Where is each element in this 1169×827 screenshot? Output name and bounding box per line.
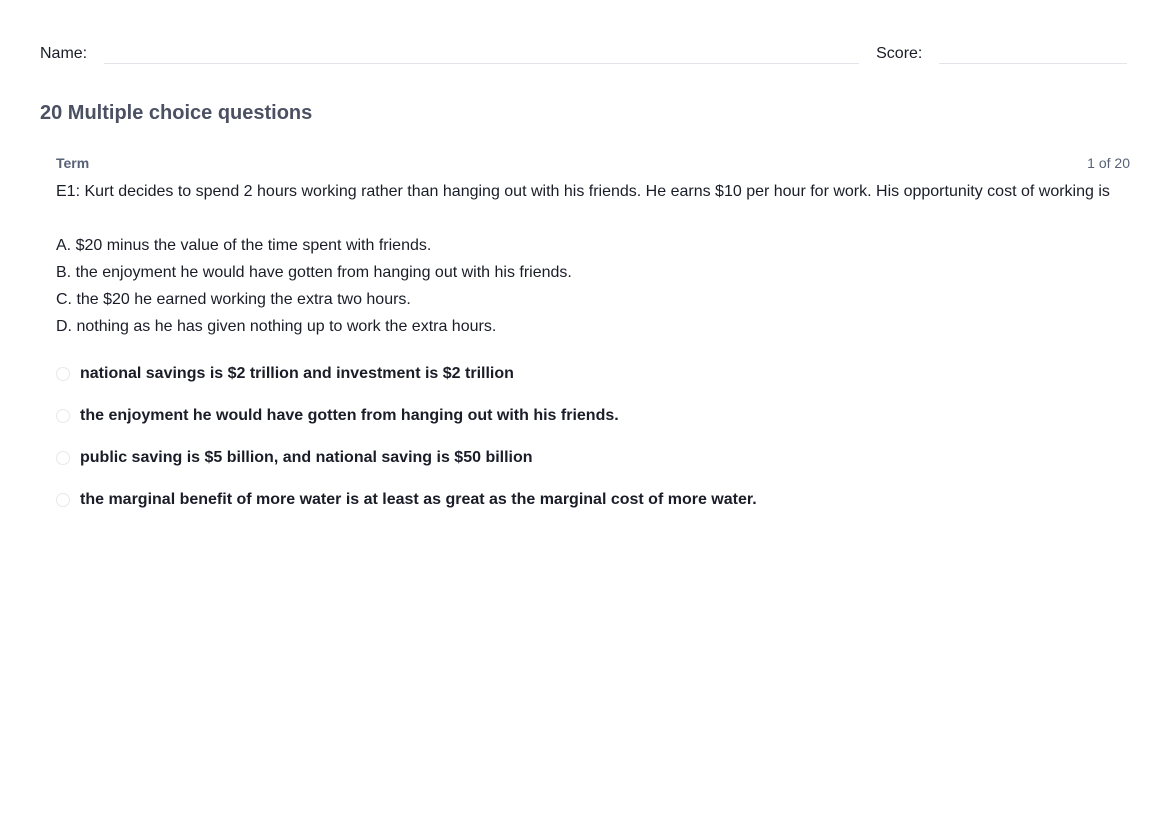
answer-choice-label[interactable]: public saving is $5 billion, and national saving is $50 billion (80, 449, 533, 466)
answer-choice-3[interactable] (56, 437, 1130, 479)
term-label: Term (56, 155, 90, 171)
answer-choices (56, 353, 1130, 521)
name-field-line[interactable] (104, 63, 859, 64)
radio-button[interactable] (56, 409, 70, 423)
question-card-header (56, 153, 1130, 173)
prompt-option-a: A. $20 minus the value of the time spent with friends. (56, 237, 432, 254)
answer-choice-label[interactable]: national savings is $2 trillion and investment is $2 trillion (80, 365, 514, 382)
question-prompt (56, 178, 1130, 340)
question-counter: 1 of 20 (1087, 155, 1130, 171)
radio-button[interactable] (56, 451, 70, 465)
radio-button[interactable] (56, 493, 70, 507)
question-card (56, 153, 1130, 521)
prompt-option-d: D. nothing as he has given nothing up to work the extra hours. (56, 318, 497, 335)
answer-choice-label[interactable]: the marginal benefit of more water is at least as great as the marginal cost of more water. (80, 491, 757, 508)
radio-button[interactable] (56, 367, 70, 381)
prompt-option-c: C. the $20 he earned working the extra two hours. (56, 291, 411, 308)
question-stem: E1: Kurt decides to spend 2 hours working rather than hanging out with his friends. He earns $10 per hour for work. His opportunity cost of working is (56, 183, 1110, 200)
name-label: Name: (40, 45, 88, 62)
prompt-option-b: B. the enjoyment he would have gotten from hanging out with his friends. (56, 264, 572, 281)
score-field-line[interactable] (939, 63, 1127, 64)
worksheet-header (40, 41, 1130, 65)
answer-choice-2[interactable] (56, 395, 1130, 437)
answer-choice-4[interactable] (56, 479, 1130, 521)
answer-choice-1[interactable] (56, 353, 1130, 395)
section-title: 20 Multiple choice questions (40, 102, 313, 124)
score-label: Score: (876, 45, 923, 62)
answer-choice-label[interactable]: the enjoyment he would have gotten from hanging out with his friends. (80, 407, 619, 424)
